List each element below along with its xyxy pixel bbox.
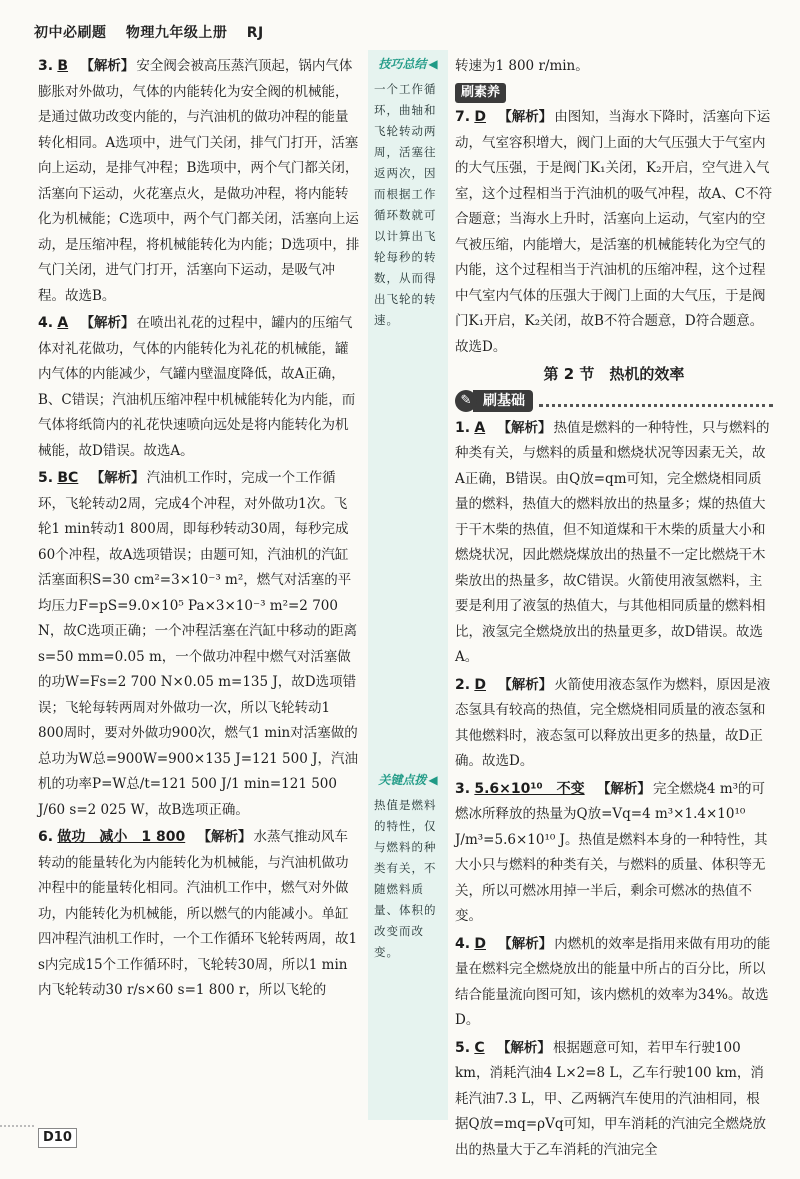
item-answer: 5.6×10¹⁰ 不变	[474, 780, 585, 797]
answer-item-6	[38, 825, 360, 1004]
item-number: 7.	[455, 109, 471, 125]
dotted-divider	[539, 394, 773, 407]
item-answer: B	[57, 58, 69, 74]
page-number: D10	[38, 1128, 77, 1148]
badge-label: 刷基础	[473, 390, 533, 412]
right-column	[455, 54, 773, 1165]
answer-item-r4	[455, 932, 773, 1034]
item-number: 4.	[455, 935, 471, 952]
pen-icon: ✎	[455, 390, 477, 412]
item-text: 火箭使用液态氢作为燃料，原因是液态氢具有较高的热值，完全燃烧相同质量的液态氢和其他燃料时，液态氢可以释放出更多的热量，故D正确。故选D。	[455, 676, 771, 769]
item-text: 根据题意可知，若甲车行驶100 km，消耗汽油4 L×2=8 L，乙车行驶100 km，消耗汽油7.3 L，甲、乙两辆汽车使用的汽油相同，根据Q放=mq=ρVq可知，甲车消耗的汽油完全燃烧放出的热量大于乙车消耗的汽油完全	[455, 1039, 766, 1158]
item-answer: 做功 减小 1 800	[57, 829, 186, 845]
answer-item-3	[38, 54, 360, 309]
left-column	[38, 54, 360, 1006]
tip-text: 热值是燃料的特性，仅与燃料的种类有关，不随燃料质量、体积的改变而改变。	[374, 798, 437, 959]
analysis-tag: 【解析】	[498, 676, 553, 693]
item-number: 1.	[455, 419, 471, 436]
analysis-tag: 【解析】	[197, 829, 252, 845]
corner-decoration	[0, 1125, 34, 1179]
item-text: 水蒸气推动风车转动的能量转化为内能转化为机械能，与汽油机做功冲程中的能量转化相同。汽油机工作中，燃气对外做功，内能转化为机械能，所以燃气的内能减小。单缸四冲程汽油机工作时，一个工作循环飞轮转两周，故1 s内完成15个工作循环时，飞轮转30周，所以1 min内飞轮转动30 r/s×60 s=1 800 r，所以飞轮的	[38, 829, 358, 998]
section-badge-basic	[455, 390, 773, 412]
item-number: 6.	[38, 829, 54, 845]
item-text: 完全燃烧4 m³的可燃冰所释放的热量为Q放=Vq=4 m³×1.4×10¹⁰ J/m³=5.6×10¹⁰ J。热值是燃料本身的一种特性，其大小只与燃料的种类有关，与燃料的质量、体积等无关，所以可燃冰用掉一半后，剩余可燃冰的热值不变。	[455, 780, 768, 924]
item-number: 3.	[455, 780, 471, 797]
answer-item-r1	[455, 416, 773, 671]
answer-item-5	[38, 466, 360, 823]
section-title: 第 2 节 热机的效率	[543, 365, 685, 383]
answer-item-r5	[455, 1036, 773, 1164]
item-answer: A	[474, 419, 486, 436]
answer-item-7	[455, 105, 773, 360]
item-text: 热值是燃料的一种特性，只与燃料的种类有关，与燃料的质量和燃烧状况等因素无关，故A正确，B错误。由Q放=qm可知，完全燃烧相同质量的燃料，热值大的燃料放出的热量多；煤的热值大于干木柴的热值，但不知道煤和干木柴的质量大小和燃烧状况，因此燃烧煤放出的热量不一定比燃烧干木柴放出的热量多，故C错误。火箭使用液氢燃料，主要是利用了液氢的热值大，与其他相同质量的燃料相比，液氢完全燃烧放出的热量更多，故D错误。故选A。	[455, 419, 770, 665]
analysis-tag: 【解析】	[498, 935, 553, 952]
item-number: 5.	[38, 470, 54, 486]
analysis-tag: 【解析】	[90, 470, 145, 486]
edition-label: RJ	[246, 25, 264, 41]
book-title: 初中必刷题	[34, 25, 107, 41]
tip-box-technique	[374, 54, 442, 331]
item-number: 2.	[455, 676, 471, 693]
tips-sidebar	[368, 50, 448, 1120]
tip-text: 一个工作循环，曲轴和飞轮转动两周，活塞往返两次，因而根据工作循环数就可以计算出飞轮每秒的转数，从而得出飞轮的转速。	[374, 82, 437, 327]
item-text: 安全阀会被高压蒸汽顶起，锅内气体膨胀对外做功，气体的内能转化为安全阀的机械能，是通过做功改变内能的，与汽油机的做功冲程的能量转化相同。A选项中，进气门关闭，排气门打开，活塞向上运动，是排气冲程；B选项中，两个气门都关闭，活塞向下运动，火花塞点火，是做功冲程，将内能转化为机械能；C选项中，两个气门都关闭，活塞向上运动，是压缩冲程，将机械能转化为内能；D选项中，排气门关闭，进气门打开，活塞向下运动，是吸气冲程。故选B。	[38, 58, 360, 304]
analysis-tag: 【解析】	[80, 315, 135, 331]
tip-box-keypoint	[374, 770, 442, 963]
item-answer: D	[474, 109, 486, 125]
answer-item-r3	[455, 777, 773, 930]
analysis-tag: 【解析】	[80, 58, 135, 74]
item-number: 3.	[38, 58, 54, 74]
item-answer: D	[474, 935, 486, 952]
section-badge-literacy: 刷素养	[455, 80, 773, 106]
item-answer: A	[57, 315, 69, 331]
analysis-tag: 【解析】	[498, 109, 553, 125]
item-answer: D	[474, 676, 486, 693]
pointer-arrow-icon: ◀	[428, 57, 438, 71]
item-text: 在喷出礼花的过程中，罐内的压缩气体对礼花做功，气体的内能转化为礼花的机械能，罐内气体的内能减少，气罐内壁温度降低，故A正确，B、C错误；汽油机压缩冲程中机械能转化为内能，而气体将纸筒内的礼花快速喷向远处是将内能转化为机械能，故D错误。故选A。	[38, 315, 356, 459]
answer-item-r2	[455, 673, 773, 775]
answer-item-4	[38, 311, 360, 464]
analysis-tag: 【解析】	[596, 780, 651, 797]
tip-title: 技巧总结 ◀	[378, 57, 438, 71]
item-number: 4.	[38, 315, 54, 331]
analysis-tag: 【解析】	[497, 419, 552, 436]
item-text: 由图知，当海水下降时，活塞向下运动，气室容积增大，阀门上面的大气压强大于气室内的大气压强，于是阀门K₁关闭，K₂开启，空气进入气室，这个过程相当于汽油机的吸气冲程，故A、C不符合题意；当海水上升时，活塞向上运动，气室内的空气被压缩，内能增大，是活塞的机械能转化为空气的内能，这个过程相当于汽油机的压缩冲程，这个过程中气室内气体的压强大于阀门上面的大气压，于是阀门K₁开启，K₂关闭，故B不符合题意，D符合题意。故选D。	[455, 109, 773, 355]
subject-title: 物理九年级上册	[125, 25, 228, 41]
continued-text: 转速为1 800 r/min。	[455, 58, 589, 74]
item-text: 内燃机的效率是指用来做有用功的能量在燃料完全燃烧放出的能量中所占的百分比，所以结合能量流向图可知，该内燃机的效率为34%。故选D。	[455, 935, 771, 1028]
item-answer: BC	[57, 470, 79, 486]
item-number: 5.	[455, 1039, 471, 1056]
item-text: 汽油机工作时，完成一个工作循环，飞轮转动2周，完成4个冲程，对外做功1次。飞轮1 min转动1 800周，即每秒转动30周，每秒完成60个冲程，故A选项错误；由题可知，汽油机的汽缸活塞面积S=30 cm²=3×10⁻³ m²，燃气对活塞的平均压力F=pS=9.0×10⁵ Pa×3×10⁻³ m²=2 700 N，故C选项正确；一个冲程活塞在汽缸中移动的距离s=50 mm=0.05 m，一个做功冲程中燃气对活塞做的功W=Fs=2 700 N×0.05 m=135 J，故D选项错误；飞轮每转两周对外做功一次，所以飞轮转动1 800周时，要对外做功900次，燃气1 min对活塞做的总功为W总=900W=900×135 J=121 500 J，汽油机的功率P=W总/t=121 500 J/1 min=121 500 J/60 s=2 025 W，故B选项正确。	[38, 470, 359, 818]
tip-title: 关键点拨 ◀	[378, 773, 438, 787]
pointer-arrow-icon: ◀	[428, 773, 438, 787]
analysis-tag: 【解析】	[496, 1039, 551, 1056]
running-header	[34, 22, 278, 42]
item-answer: C	[474, 1039, 485, 1056]
